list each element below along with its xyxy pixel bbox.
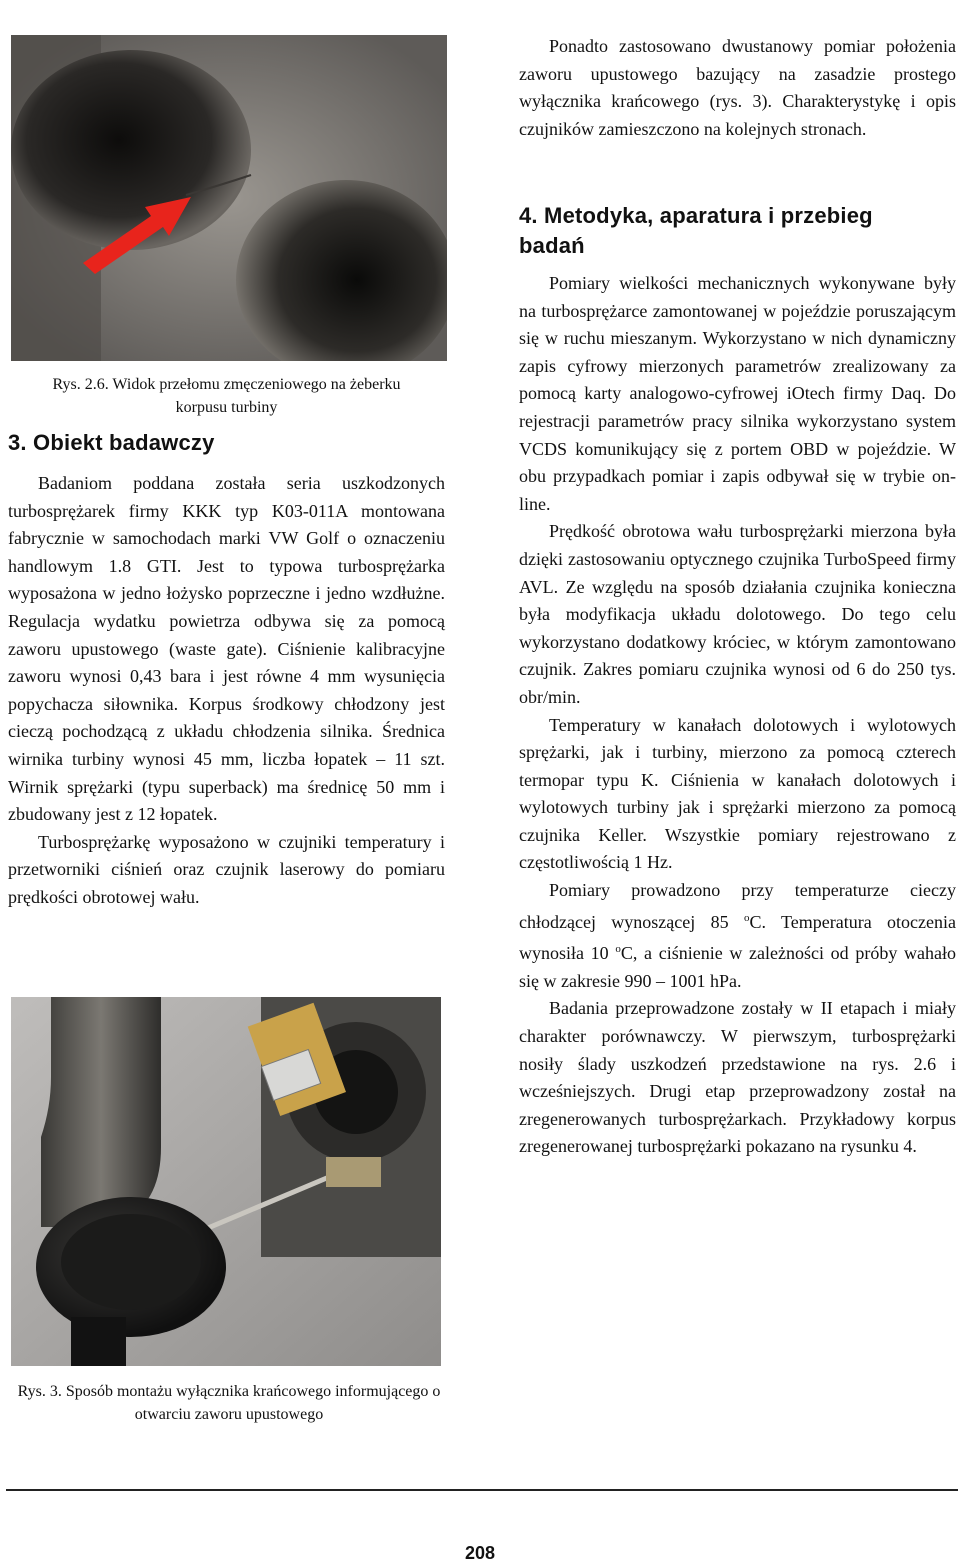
section-4-paragraph-2: Prędkość obrotowa wału turbosprężarki mierzona była dzięki zastosowaniu optycznego czujnika TurboSpeed firmy AVL. Ze względu na sposób działania czujnika konieczna była modyfikacja układu dolotowego. Do tego celu wykorzystano dodatkowy króciec, w którym zamontowano czujnik. Zakres pomiaru czujnika wynosi od 6 do 250 tys. obr/min.: [519, 521, 956, 707]
turbine-fracture-image: [11, 35, 447, 361]
section-3-paragraph-2: Turbosprężarkę wyposażono w czujniki temperatury i przetworniki ciśnień oraz czujnik laserowy do pomiaru prędkości obrotowej wału.: [8, 831, 445, 907]
figure-3-photo: [11, 997, 441, 1366]
intro-paragraph: Ponadto zastosowano dwustanowy pomiar położenia zaworu upustowego bazujący na zasadzie prostego wyłącznika krańcowego (rys. 3). Charakterystykę i opis czujników zamieszczono na kolejnych stronach.: [519, 36, 956, 139]
footer-rule: [6, 1489, 958, 1491]
section-4-paragraph-3: Temperatury w kanałach dolotowych i wylotowych sprężarki, jak i turbiny, mierzono za pomocą czterech termopar typu K. Ciśnienia w kanałach dolotowych i wylotowych turbiny jak i sprężarki mierzono za pomocą czujnika Keller. Wszystkie pomiary rejestrowano z częstotliwością 1 Hz.: [519, 714, 956, 873]
section-4-paragraph-5: Badania przeprowadzone zostały w II etapach i miały charakter porównawczy. W pierwszym, turbosprężarki nosiły ślady uszkodzeń przedstawione na rys. 2.6 i wcześniejszych. Drugi etap przeprowadzony został na zregenerowanych turbosprężarkach. Przykładowy korpus zregenerowanej turbosprężarki pokazano na rysunku 4.: [519, 998, 956, 1157]
figure-2-6-photo: [11, 35, 447, 361]
right-intro: [519, 33, 956, 143]
figure-2-6-caption: Rys. 2.6. Widok przełomu zmęczeniowego na żeberku korpusu turbiny: [52, 376, 401, 416]
section-4-paragraph-4: Pomiary prowadzono przy temperaturze cieczy chłodzącej wynoszącej 85 $^o$C. Temperatura otoczenia wynosiła 10 $^o$C, a ciśnienie w zależności od próby wahało się w zakresie 990 – 1001 hPa.: [519, 880, 956, 991]
section-3-paragraph-1: Badaniom poddana została seria uszkodzonych turbosprężarek firmy KKK typ K03-011A montowana fabrycznie w samochodach marki VW Golf o oznaczeniu handlowym 1.8 GTI. Jest to typowa turbosprężarka wyposażona w jedno łożysko poprzeczne i jedno wzdłużne. Regulacja wydatku powietrza odbywa się za pomocą zaworu upustowego (waste gate). Ciśnienie kalibracyjne zaworu wynosi 0,43 bara i jest równe 4 mm wysunięcia popychacza siłownika. Korpus środkowy chłodzony jest cieczą pochodzącą z układu chłodzenia silnika. Średnica wirnika turbiny wynosi 45 mm, liczba łopatek – 11 szt. Wirnik sprężarki (typu superback) ma średnicę 50 mm i zbudowany jest z 12 łopatek.: [8, 473, 445, 825]
section-3-body: [8, 470, 445, 912]
section-3-heading: 3. Obiekt badawczy: [8, 430, 215, 455]
figure-3-caption: Rys. 3. Sposób montażu wyłącznika krańcowego informującego o otwarciu zaworu upustowego: [17, 1383, 441, 1423]
section-4-heading: 4. Metodyka, aparatura i przebieg badań: [519, 203, 873, 258]
section-4-paragraph-1: Pomiary wielkości mechanicznych wykonywane były na turbosprężarce zamontowanej w pojeździe poruszającym się w ruchu mieszanym. Wykorzystano w nich dynamiczny zapis cyfrowy mierzonych parametrów zrealizowany za pomocą karty analogowo-cyfrowej iOtech firmy Daq. Do rejestracji parametrów pracy silnika wykorzystano system VCDS komunikujący się z portem OBD w pojeździe. W obu przypadkach pomiar i zapis odbywał się w trybie on-line.: [519, 273, 956, 514]
section-4-body: [519, 270, 956, 1161]
page-number: 208: [464, 1543, 496, 1563]
limit-switch-mount-image: [11, 997, 441, 1366]
